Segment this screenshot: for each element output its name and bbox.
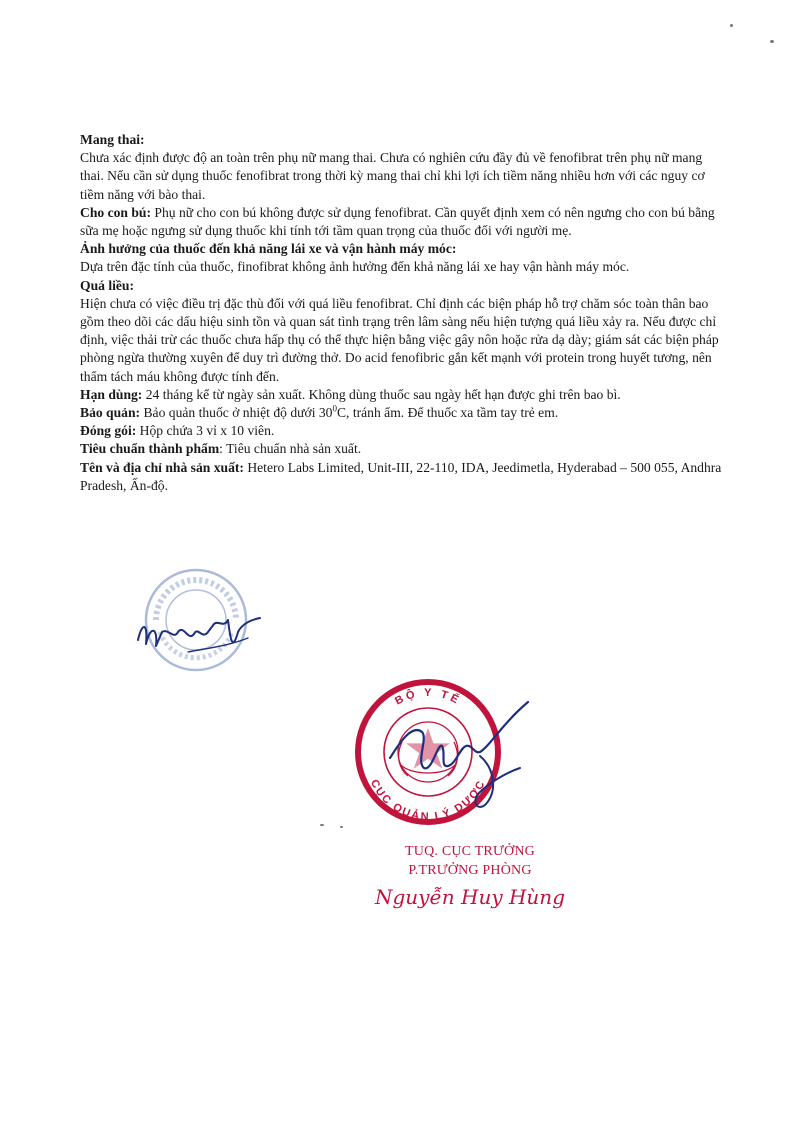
seal-emblem	[398, 722, 458, 782]
stamp-outer-ring	[146, 570, 246, 670]
section-heading-overdose: Quá liều:	[80, 277, 135, 293]
section-shelf-life	[80, 386, 725, 404]
section-standard	[80, 440, 725, 458]
signatory-title-1: TUQ. CỤC TRƯỞNG	[405, 844, 535, 859]
manufacturer-stamp	[128, 562, 268, 682]
scan-speck	[770, 40, 774, 43]
section-text-breastfeeding: Phụ nữ cho con bú không được sử dụng fenofibrat. Cần quyết định xem có nên ngưng cho con bú bằng sữa mẹ hoặc ngưng sử dụng thuốc khi tính tới tầm quan trọng của thuốc đối với người mẹ.	[80, 204, 715, 239]
section-heading-pregnancy: Mang thai:	[80, 132, 145, 147]
section-text-pregnancy: Chưa xác định được độ an toàn trên phụ nữ mang thai. Chưa có nghiên cứu đầy đủ về fenofibrat trên phụ nữ mang thai. Nếu cần sử dụng thuốc fenofibrat trong thời kỳ mang thai chỉ khi lợi ích tiềm năng nhiều hơn với các nguy cơ tiềm năng với bào thai.	[80, 150, 705, 202]
section-text-overdose: Hiện chưa có việc điều trị đặc thù đối với quá liều fenofibrat. Chỉ định các biện pháp hỗ trợ chăm sóc toàn thân bao gồm theo dõi các dấu hiệu sinh tồn và quan sát tình trạng trên lâm sàng nếu hiện tượng quá liều xảy ra. Nếu được chỉ định, việc thải trừ các thuốc chưa hấp thụ có thể thực hiện bằng việc gây nôn hoặc rửa dạ dày; giám sát các biện pháp phòng ngừa thường xuyên để duy trì đường thở. Do acid fenofibric gắn kết mạnh với protein trong huyết tương, nên thẩm tách máu không được tính đến.	[80, 295, 719, 384]
signatory-title-2: P.TRƯỞNG PHÒNG	[408, 863, 532, 878]
section-text-packaging: Hộp chứa 3 vỉ x 10 viên.	[136, 423, 275, 439]
section-manufacturer	[80, 459, 725, 495]
seal-top-text: BỘ Y TẾ	[393, 686, 463, 708]
stamp-inner-ring	[166, 590, 226, 650]
document-body	[80, 131, 725, 495]
signatory-name: Nguyễn Huy Hùng	[374, 885, 565, 909]
section-heading-breastfeeding: Cho con bú:	[80, 204, 152, 220]
degree-superscript: 0	[332, 403, 337, 414]
seal-bottom-text: CỤC QUẢN LÝ DƯỢC	[367, 777, 489, 824]
section-heading-manufacturer: Tên và địa chỉ nhà sản xuất:	[80, 459, 244, 475]
scan-speck	[320, 824, 324, 826]
section-heading-shelf-life: Hạn dùng:	[80, 386, 143, 402]
section-text-driving: Dựa trên đặc tính của thuốc, finofibrat không ảnh hưởng đến khả năng lái xe hay vận hành máy móc.	[80, 259, 630, 275]
section-heading-packaging: Đóng gói:	[80, 423, 137, 439]
section-heading-storage: Bảo quản:	[80, 405, 141, 421]
section-text-storage-end: C, tránh ẩm. Để thuốc xa tầm tay trẻ em.	[336, 405, 559, 421]
section-text-shelf-life: 24 tháng kể từ ngày sản xuất. Không dùng thuốc sau ngày hết hạn được ghi trên bao bì.	[142, 386, 621, 402]
section-storage	[80, 404, 725, 422]
signature-block	[360, 842, 580, 912]
section-text-manufacturer: Hetero Labs Limited, Unit-III, 22-110, IDA, Jeedimetla, Hyderabad – 500 055, Andhra Pradesh, Ấn-độ.	[80, 459, 722, 493]
section-packaging	[80, 422, 725, 440]
section-text-storage: Bảo quản thuốc ở nhiệt độ dưới 30	[140, 405, 333, 421]
section-breastfeeding	[80, 204, 725, 240]
scan-speck	[730, 24, 733, 27]
section-heading-standard: Tiêu chuẩn thành phẩm	[80, 441, 220, 457]
section-text-standard: : Tiêu chuẩn nhà sản xuất.	[219, 441, 362, 457]
section-heading-driving: Ảnh hưởng của thuốc đến khả năng lái xe và vận hành máy móc:	[80, 241, 457, 257]
official-red-seal	[330, 672, 540, 832]
